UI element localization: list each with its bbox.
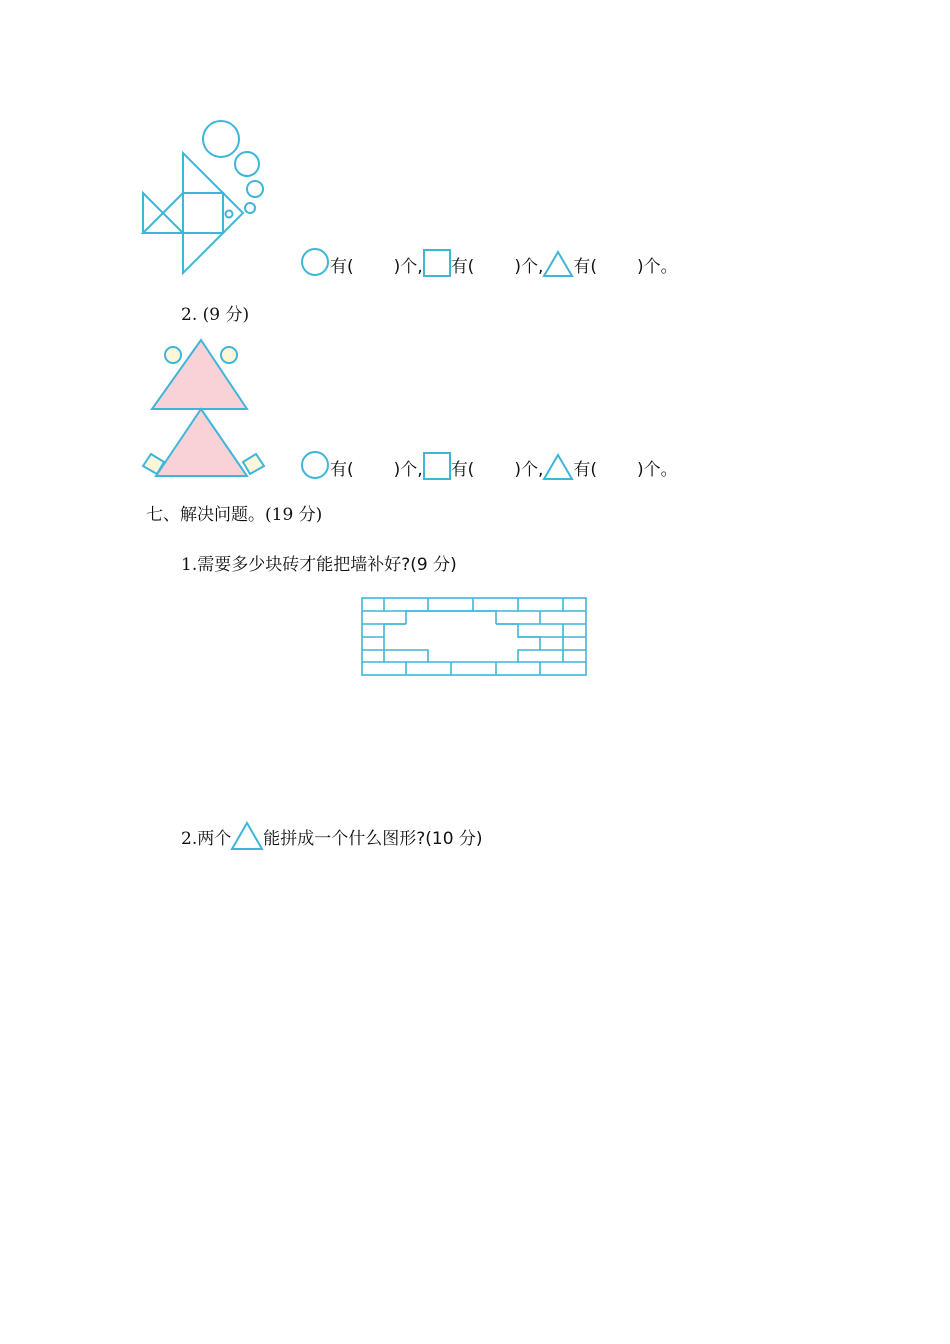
square-count-close: )个, [514,257,544,277]
fish-count-row [300,245,678,277]
triangle-count-close: )个。 [637,460,678,480]
triangle-icon [543,454,573,480]
bear-count-row [300,448,678,480]
bubble-large [203,121,239,157]
circle-count-close: )个, [393,257,423,277]
fish-bottom-triangle [183,233,223,273]
triangle-icon [231,822,263,850]
fish-square [183,193,223,233]
section-7-heading: 七、解决问题。(19 分) [146,505,323,525]
question-suffix: 能拼成一个什么图形?(10 分) [263,829,483,849]
section-7-question-1 [181,554,457,576]
question-prefix: 两个 [197,829,232,849]
right-foot [243,454,264,474]
square-count-close: )个, [514,460,544,480]
triangle-count-close: )个。 [637,257,678,277]
bubble-small [247,181,263,197]
brick-wall [361,597,587,677]
bear-figure [140,338,270,480]
question-number: 2. [181,829,198,849]
triangle-count-label: 有( [573,257,598,277]
left-ear [165,347,181,363]
question-text: 需要多少块砖才能把墙补好?(9 分) [197,555,457,575]
section-7-question-2 [181,818,483,850]
fish-figure [140,118,270,278]
wall-hole [406,611,496,624]
square-icon [423,249,451,277]
bubble-medium [235,152,259,176]
circle-count-label: 有( [330,257,354,277]
right-ear [221,347,237,363]
bubble-tiny [245,203,255,213]
square-icon [423,452,451,480]
circle-icon [300,247,330,277]
square-count-label: 有( [450,460,475,480]
circle-count-close: )个, [393,460,423,480]
bottom-triangle [156,409,247,476]
square-count-label: 有( [450,257,475,277]
triangle-count-label: 有( [573,460,598,480]
question-number: 1. [181,555,198,575]
circle-count-label: 有( [330,460,354,480]
question-2-label: 2. (9 分) [181,305,250,325]
fish-top-triangle [183,153,223,193]
fish-eye [226,211,233,218]
circle-icon [300,450,330,480]
triangle-icon [543,251,573,277]
